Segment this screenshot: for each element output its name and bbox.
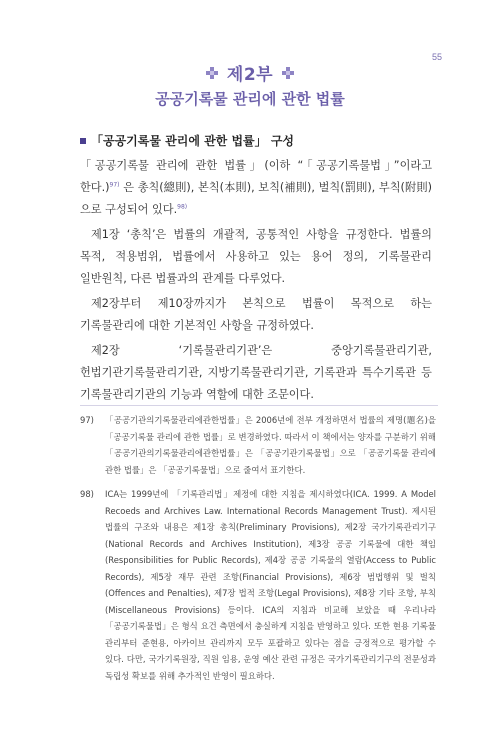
footnote-reference[interactable]: 97) [109, 181, 120, 189]
paragraph [80, 155, 432, 221]
part-heading [0, 60, 500, 85]
paragraph-text: 은 총칙(總則), 본칙(本則), 보칙(補則), 벌칙(罰則), 부칙(附則)으로 구성되어 있다. [80, 181, 432, 216]
page-number: 55 [431, 52, 442, 62]
footnote-text: ICA는 1999년에 「기록관리법」제정에 대한 지침을 제시하였다(ICA. 1999. A Model Recoeds and Archives Law. International Records Management Trust). 제시된 법률의 구조와 내용은 제1장 총칙(Preliminary Provisions), 제2장 국가기록관리기구(National Records and Archives Institution), 제3장 공공 기록물에 대한 책임(Responsibilities for Public Records), 제4장 공공 기록물의 열람(Access to Public Records), 제5장 재무 관련 조항(Financial Provisions), 제6장 범법행위 및 벌칙(Offences and Penalties), 제7장 법적 조항(Legal Provisions), 제8장 기타 조항, 부칙(Miscellaneous Provisions) 등이다. ICA의 지침과 비교해 보았을 때 우리나라 「공공기록물법」은 형식 요건 측면에서 충실하게 지침을 반영하고 있다. 또한 현용 기록물 관리부터 준현용, 아카이브 관리까지 모두 포괄하고 있다는 점을 긍정적으로 평가할 수 있다. 다만, 국가기록원장, 직원 임용, 운영 예산 관련 규정은 국가기록관리기구의 전문성과 독립성 확보를 위해 추가적인 반영이 필요하다. [105, 489, 436, 681]
paragraph: 제1장 ‘총칙’은 법률의 개괄적, 공통적인 사항을 규정한다. 법률의 목적, 적용범위, 법률에서 사용하고 있는 용어 정의, 기록물관리 일반원칙, 다른 법률과의 관계를 다루었다. [80, 228, 432, 285]
footnotes [80, 412, 436, 692]
square-bullet-icon [80, 138, 86, 144]
footnote-text: 「공공기관의기록물관리에관한법률」은 2006년에 전부 개정하면서 법률의 제명(題名)을 「공공기록물 관리에 관한 법률」로 변경하였다. 따라서 이 책에서는 양자를 구분하기 위해 「공공기관의기록물관리에관한법률」은 「공공기관기록물법」으로 「공공기록물 관리에 관한 법률」은 「공공기록물법」으로 줄여서 표기한다. [105, 415, 436, 475]
section-heading [80, 132, 294, 149]
footnote-reference[interactable]: 98) [177, 203, 188, 211]
body-text [80, 155, 432, 409]
diamond-ornament-icon [206, 67, 218, 79]
footnote [80, 486, 436, 684]
part-title: 공공기록물 관리에 관한 법률 [155, 90, 345, 108]
footnote-divider [80, 405, 438, 406]
paragraph-text: 「공공기록물 관리에 관한 법률」(이하 “「공공기록물법」”이라고 한다.) [80, 159, 432, 194]
footnote-number: 98) [80, 489, 94, 499]
paragraph: 제2장부터 제10장까지가 본칙으로 법률이 목적으로 하는 기록물관리에 대한 기본적인 사항을 규정하였다. [80, 297, 432, 332]
footnote [80, 412, 436, 478]
part-heading-label: 제2부 [226, 65, 274, 85]
paragraph: 제2장 ‘기록물관리기관’은 중앙기록물관리기관, 헌법기관기록물관리기관, 지방기록물관리기관, 기록관과 특수기록관 등 기록물관리기관의 기능과 역할에 대한 조문이다. [80, 344, 432, 401]
section-heading-label: 「공공기록물 관리에 관한 법률」 구성 [91, 134, 295, 148]
footnote-number: 97) [80, 415, 94, 425]
diamond-ornament-icon [282, 67, 294, 79]
